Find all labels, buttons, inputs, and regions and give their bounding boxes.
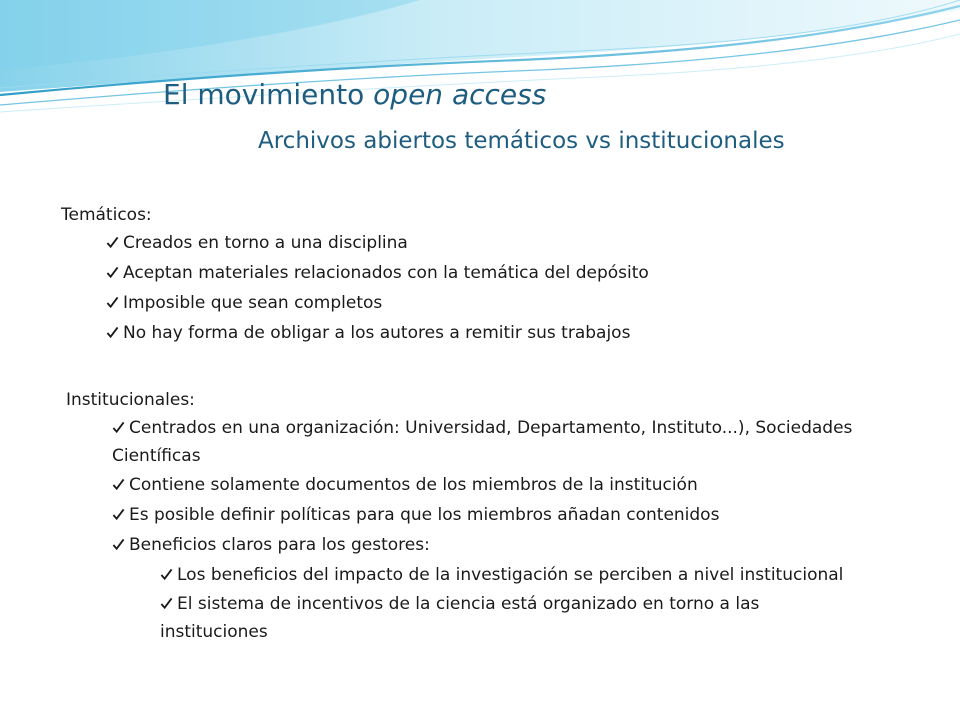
slide-subtitle: Archivos abiertos temáticos vs institucionales	[258, 128, 785, 154]
sublist-item	[160, 560, 872, 590]
benefits-sublist	[112, 560, 872, 646]
list-item	[106, 258, 649, 288]
list-item	[112, 414, 872, 470]
institucionales-list	[112, 414, 872, 646]
checkmark-icon	[112, 421, 125, 434]
list-item	[112, 500, 872, 530]
checkmark-icon	[106, 266, 119, 279]
checkmark-icon	[160, 597, 173, 610]
list-item-text: Aceptan materiales relacionados con la temática del depósito	[123, 263, 649, 283]
list-item-text: Imposible que sean completos	[123, 293, 383, 313]
list-item	[112, 530, 872, 646]
checkmark-icon	[112, 538, 125, 551]
list-item-text: Contiene solamente documentos de los miembros de la institución	[129, 475, 698, 495]
list-item-text: Beneficios claros para los gestores:	[129, 535, 430, 555]
sublist-item-text: Los beneficios del impacto de la investigación se perciben a nivel institucional	[177, 565, 844, 585]
checkmark-icon	[106, 296, 119, 309]
checkmark-icon	[160, 568, 173, 581]
list-item-text: Creados en torno a una disciplina	[123, 233, 408, 253]
sublist-item	[160, 590, 850, 646]
header-wave-decoration	[0, 0, 960, 140]
list-item	[106, 288, 649, 318]
checkmark-icon	[106, 326, 119, 339]
slide-title-main: El movimiento	[163, 78, 374, 111]
sublist-item-text: El sistema de incentivos de la ciencia está organizado en torno a las instituciones	[160, 594, 760, 642]
tematicos-heading: Temáticos:	[61, 205, 152, 225]
list-item	[106, 228, 649, 258]
slide-title	[163, 78, 546, 111]
list-item	[112, 470, 872, 500]
institucionales-heading: Institucionales:	[66, 390, 195, 410]
list-item	[106, 318, 649, 348]
list-item-text: No hay forma de obligar a los autores a remitir sus trabajos	[123, 323, 631, 343]
checkmark-icon	[112, 508, 125, 521]
slide-title-emphasis: open access	[373, 78, 547, 111]
list-item-text: Centrados en una organización: Universidad, Departamento, Instituto...), Sociedades Científicas	[112, 418, 853, 466]
list-item-text: Es posible definir políticas para que los miembros añadan contenidos	[129, 505, 720, 525]
checkmark-icon	[112, 478, 125, 491]
tematicos-list	[106, 228, 649, 348]
checkmark-icon	[106, 236, 119, 249]
